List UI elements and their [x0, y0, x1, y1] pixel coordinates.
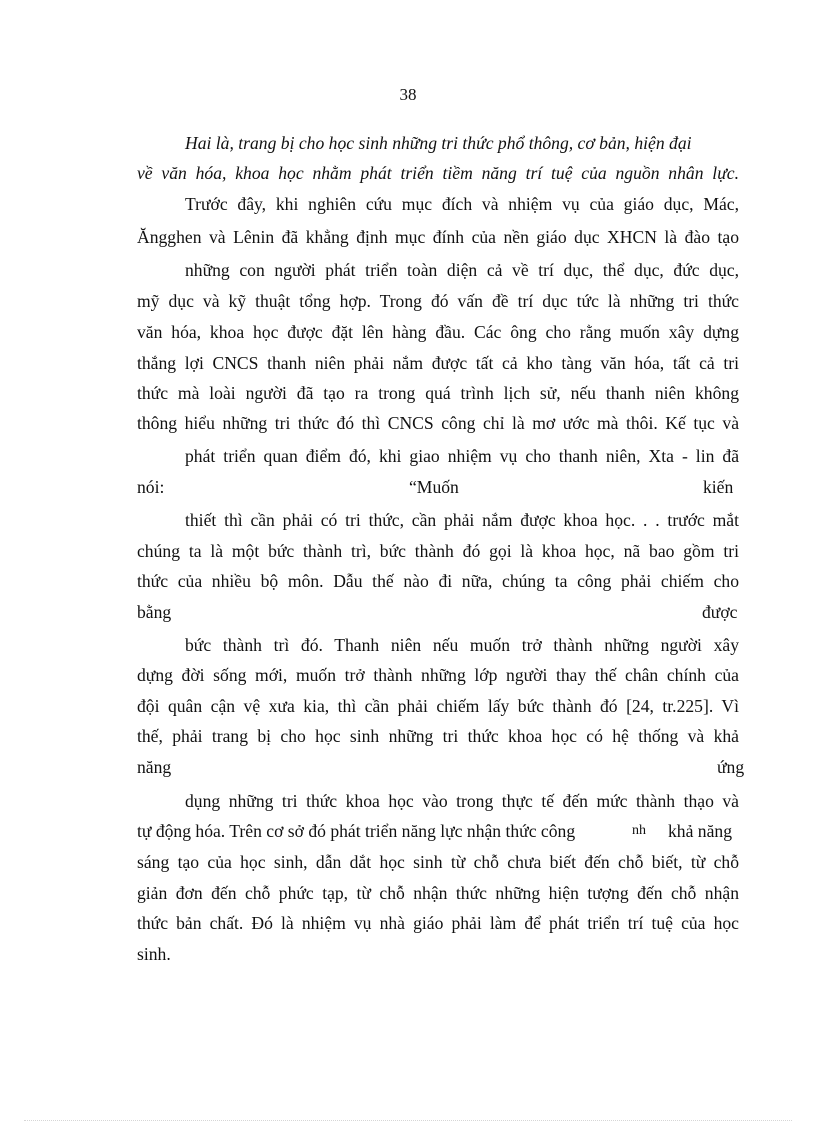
text-line: mỹ dục và kỹ thuật tổng hợp. Trong đó vấn đề trí dục tức là những tri thức	[137, 291, 739, 311]
split-line-word: bằng	[137, 602, 172, 622]
text-line: Ăngghen và Lênin đã khẳng định mục đính của nền giáo dục XHCN là đào tạo	[137, 227, 739, 247]
text-line: sáng tạo của học sinh, dẫn dắt học sinh từ chỗ chưa biết đến chỗ biết, từ chỗ	[137, 852, 739, 872]
text-line: thức bản chất. Đó là nhiệm vụ nhà giáo phải làm để phát triển trí tuệ của học	[137, 913, 739, 933]
split-line-word: được	[702, 602, 738, 622]
text-line: thiết thì cần phải có tri thức, cần phải nắm được khoa học. . . trước mắt	[185, 510, 739, 530]
text-line: văn hóa, khoa học được đặt lên hàng đầu. Các ông cho rằng muốn xây dựng	[137, 322, 739, 342]
text-line: Trước đây, khi nghiên cứu mục đích và nhiệm vụ của giáo dục, Mác,	[185, 194, 739, 214]
text-line: thắng lợi CNCS thanh niên phải nắm được tất cả kho tàng văn hóa, tất cả tri	[137, 353, 739, 373]
split-line-word: kiến	[703, 477, 734, 497]
split-line-word: “Muốn	[409, 477, 459, 497]
text-line: những con người phát triển toàn diện cả về trí dục, thể dục, đức dục,	[185, 260, 739, 280]
text-line: thế, phải trang bị cho học sinh những tri thức khoa học có hệ thống và khả	[137, 726, 739, 746]
text-line: về văn hóa, khoa học nhằm phát triển tiềm năng trí tuệ của nguồn nhân lực.	[137, 163, 739, 183]
stray-fragment: nh	[632, 823, 646, 838]
text-line: giản đơn đến chỗ phức tạp, từ chỗ nhận thức những hiện tượng đến chỗ nhận	[137, 883, 739, 903]
text-line: thức mà loài người đã tạo ra trong quá trình lịch sử, nếu thanh niên không	[137, 383, 739, 403]
text-line: chúng ta là một bức thành trì, bức thành đó gọi là khoa học, nã bao gồm tri	[137, 541, 739, 561]
text-line: tự động hóa. Trên cơ sở đó phát triển năng lực nhận thức công	[137, 821, 576, 841]
page-number: 38	[399, 85, 417, 104]
text-line: dựng đời sống mới, muốn trở thành những lớp người thay thế chân chính của	[137, 665, 739, 685]
text-line: thức của nhiều bộ môn. Dẫu thế nào đi nữa, chúng ta công phải chiếm cho	[137, 571, 739, 591]
text-line-tail: khả năng	[668, 821, 733, 841]
footer-divider	[24, 1120, 792, 1121]
split-line-word: nói:	[137, 477, 165, 497]
text-line: Hai là, trang bị cho học sinh những tri thức phổ thông, cơ bản, hiện đại	[185, 133, 692, 153]
text-line: bức thành trì đó. Thanh niên nếu muốn trở thành những người xây	[185, 635, 739, 655]
text-line: sinh.	[137, 944, 171, 964]
split-line-word: ứng	[717, 757, 745, 777]
split-line-word: năng	[137, 757, 172, 777]
text-line: thông hiểu những tri thức đó thì CNCS công chỉ là mơ ước mà thôi. Kế tục và	[137, 413, 739, 433]
text-line: dụng những tri thức khoa học vào trong thực tế đến mức thành thạo và	[185, 791, 739, 811]
text-line: phát triển quan điểm đó, khi giao nhiệm vụ cho thanh niên, Xta - lin đã	[185, 446, 739, 466]
text-line: đội quân cận vệ xưa kia, thì cần phải chiếm lấy bức thành đó [24, tr.225]. Vì	[137, 696, 739, 716]
